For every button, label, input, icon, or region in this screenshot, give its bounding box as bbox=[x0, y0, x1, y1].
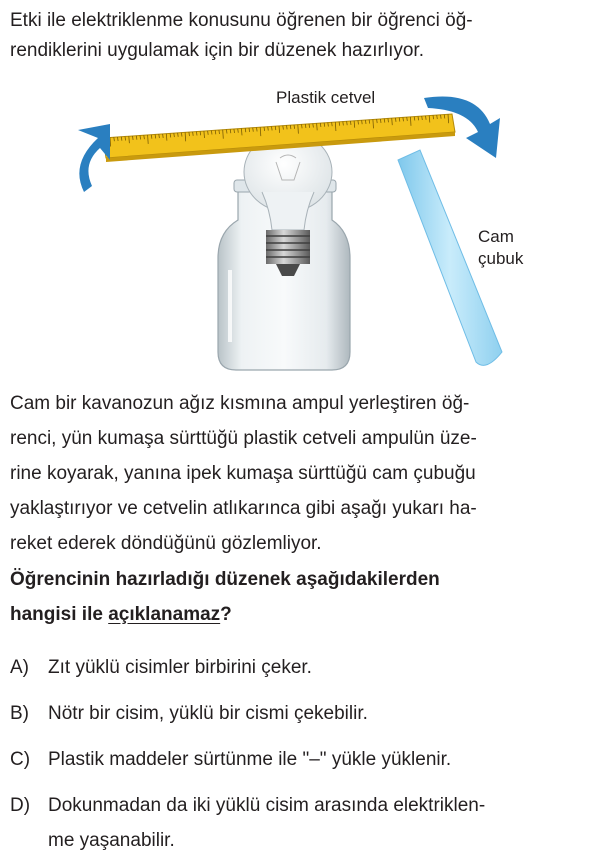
question-emphasis: açıklanamaz bbox=[108, 604, 221, 625]
option-letter: C) bbox=[10, 749, 31, 770]
option-text bbox=[48, 650, 312, 686]
question-word: aşağıdakilerden bbox=[296, 569, 440, 590]
body-line: Cam bir kavanozun ağız kısmına ampul yerleştiren öğ- bbox=[10, 393, 470, 414]
question-mark: ? bbox=[220, 604, 232, 625]
intro-line: Etki ile elektriklenme konusunu öğrenen bir öğrenci öğ- bbox=[10, 10, 473, 31]
rod-label-line: çubuk bbox=[478, 249, 524, 268]
question-word: düzenek bbox=[214, 569, 291, 590]
option-letter: B) bbox=[10, 703, 29, 724]
question-line bbox=[10, 597, 590, 632]
experiment-figure bbox=[0, 80, 601, 380]
body-paragraph bbox=[10, 386, 590, 561]
question-word: hazırladığı bbox=[115, 569, 210, 590]
option-text bbox=[48, 742, 451, 778]
option-line: me yaşanabilir. bbox=[48, 830, 175, 851]
option-line: Nötr bir cisim, yüklü bir cismi çekebilir. bbox=[48, 703, 368, 724]
option-letter: A) bbox=[10, 657, 29, 678]
intro-line: rendiklerini uygulamak için bir düzenek hazırlıyor. bbox=[10, 40, 424, 61]
question-word: Öğrencinin bbox=[10, 569, 111, 590]
option-text bbox=[48, 696, 368, 732]
option-text bbox=[48, 788, 485, 858]
rod-label bbox=[478, 226, 523, 270]
option-c[interactable] bbox=[10, 742, 595, 778]
option-line: Plastik maddeler sürtünme ile "–" yükle yüklenir. bbox=[48, 749, 452, 770]
option-b[interactable] bbox=[10, 696, 595, 732]
rotation-arrow-left bbox=[78, 124, 110, 192]
body-line: renci, yün kumaşa sürttüğü plastik cetveli ampulün üze- bbox=[10, 428, 477, 449]
question-prefix: hangisi ile bbox=[10, 604, 109, 625]
rod-label-line: Cam bbox=[478, 227, 514, 246]
option-letter: D) bbox=[10, 795, 31, 816]
option-d[interactable] bbox=[10, 788, 595, 858]
body-line: yaklaştırıyor ve cetvelin atlıkarınca gibi aşağı yukarı ha- bbox=[10, 498, 477, 519]
answer-options bbox=[10, 650, 595, 868]
intro-paragraph bbox=[10, 6, 590, 66]
option-line: Zıt yüklü cisimler birbirini çeker. bbox=[48, 657, 312, 678]
body-line: rine koyarak, yanına ipek kumaşa sürttüğü cam çubuğu bbox=[10, 463, 476, 484]
ruler-label: Plastik cetvel bbox=[276, 88, 376, 107]
body-line: reket ederek döndüğünü gözlemliyor. bbox=[10, 533, 322, 554]
option-a[interactable] bbox=[10, 650, 595, 686]
option-line: Dokunmadan da iki yüklü cisim arasında elektriklen- bbox=[48, 795, 486, 816]
question-line bbox=[10, 562, 590, 597]
question-stem bbox=[10, 562, 590, 632]
